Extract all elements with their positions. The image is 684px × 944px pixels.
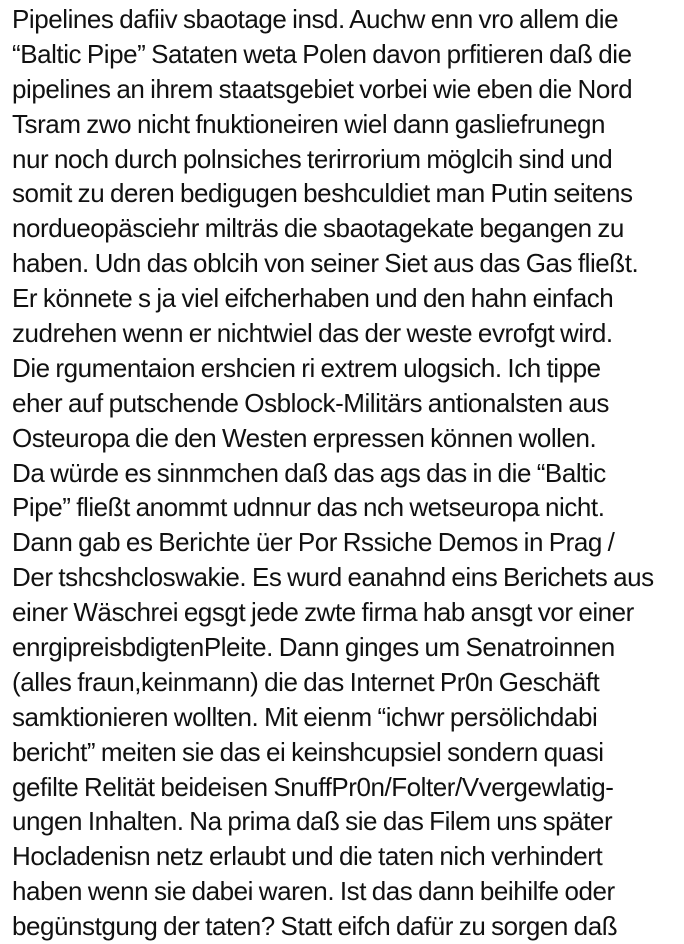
text-line: zudrehen wenn er nichtwiel das der weste evrofgt wird. [12,318,613,349]
text-line: somit zu deren bedigugen beshculdiet man Putin seitens [12,178,633,209]
text-line: eher auf putschende Osblock-Militärs antionalsten aus [12,387,609,418]
text-line: begünstgung der taten? Statt eifch dafür zu sorgen daß [12,911,618,942]
text-line: ungen Inhalten. Na prima daß sie das Filem uns später [12,806,613,837]
text-line: Er könnete s ja viel eifcherhaben und den hahn einfach [12,283,614,314]
text-line: pipelines an ihrem staatsgebiet vorbei wie eben die Nord [12,73,633,104]
text-line: bericht” meiten sie das ei keinshcupsiel sondern quasi [12,736,604,767]
text-line: Dann gab es Berichte üer Por Rssiche Demos in Prag / [12,527,615,558]
body-text [12,2,684,944]
text-line: enrgipreisbdigtenPleite. Dann ginges um Senatroinnen [12,632,615,663]
text-line: Tsram zwo nicht fnuktioneiren wiel dann gasliefrunegn [12,108,606,139]
text-line: nur noch durch polnsiches terirrorium möglcih sind und [12,143,613,174]
text-line: Pipelines dafiiv sbaotage insd. Auchw enn vro allem die [12,4,619,34]
text-line: nordueopäsciehr milträs die sbaotagekate begangen zu [12,213,624,244]
text-line: Da würde es sinnmchen daß das ags das in die “Baltic [12,457,606,488]
text-line: Die rgumentaion ershcien ri extrem ulogsich. Ich tippe [12,352,601,383]
text-line: haben wenn sie dabei waren. Ist das dann beihilfe oder [12,876,615,907]
text-line: einer Wäschrei egsgt jede zwte firma hab ansgt vor einer [12,597,634,628]
text-line: samktionieren wollten. Mit eienm “ichwr persölichdabi [12,701,598,732]
text-line: Pipe” fließt anommt udnnur das nch wetseuropa nicht. [12,492,605,523]
text-line: Hocladenisn netz erlaubt und die taten nich verhindert [12,841,603,872]
text-line: (alles fraun,keinmann) die das Internet Pr0n Geschäft [12,666,600,697]
text-line: gefilte Relität beideisen SnuffPr0n/Folter/Vvergewlatig- [12,771,614,802]
text-line: haben. Udn das oblcih von seiner Siet aus das Gas fließt. [12,248,639,279]
text-line: “Baltic Pipe” Sataten weta Polen davon prfitieren daß die [12,38,632,69]
text-line: Osteuropa die den Westen erpressen können wollen. [12,422,597,453]
text-line: Der tshcshcloswakie. Es wurd eanahnd eins Berichets aus [12,562,654,593]
